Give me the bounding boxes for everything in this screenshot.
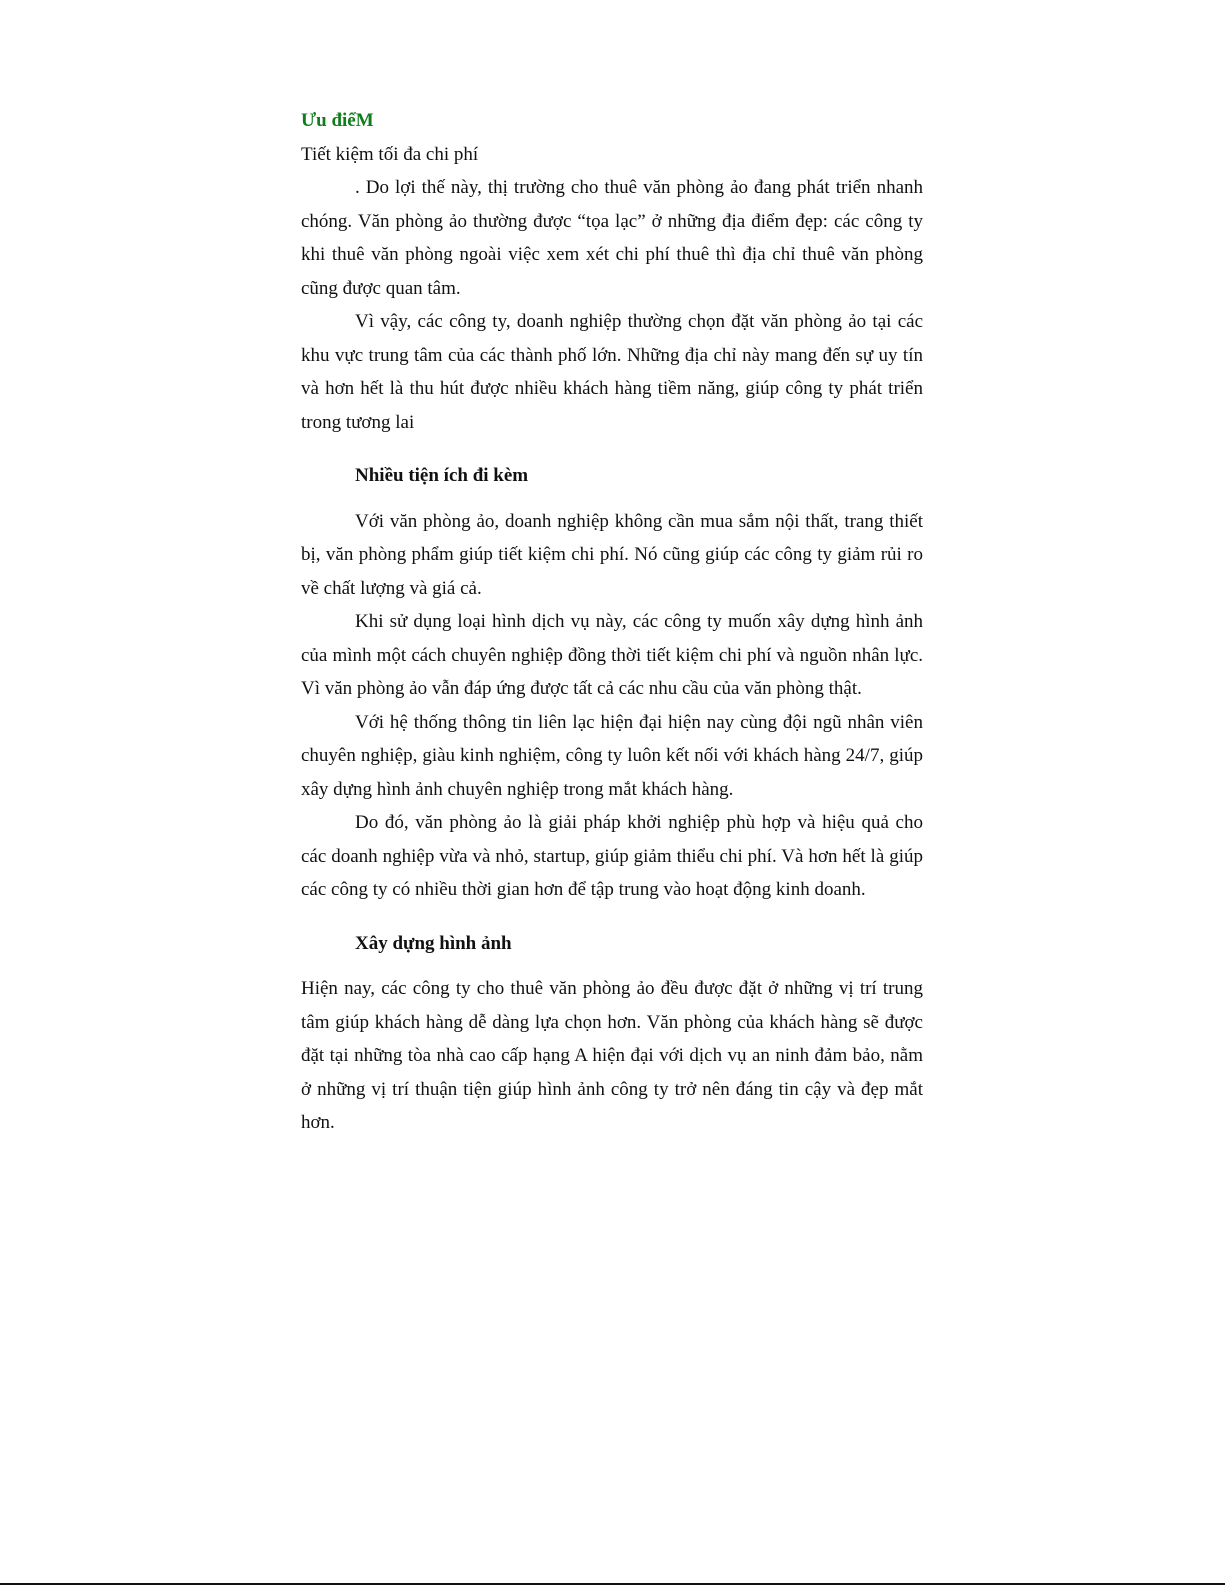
section-title-brand-image: Xây dựng hình ảnh <box>355 932 512 954</box>
paragraph: . Do lợi thế này, thị trường cho thuê văn phòng ảo đang phát triển nhanh chóng. Văn phòng ảo thường được “tọa lạc” ở những địa điểm đẹp: các công ty khi thuê văn phòng ngoài việc xem xét chi phí thuê thì địa chỉ thuê văn phòng cũng được quan tâm. <box>301 177 923 299</box>
section-heading-advantages: Ưu điểM <box>301 110 374 131</box>
paragraph: Với hệ thống thông tin liên lạc hiện đại hiện nay cùng đội ngũ nhân viên chuyên nghiệp, giàu kinh nghiệm, công ty luôn kết nối với khách hàng 24/7, giúp xây dựng hình ảnh chuyên nghiệp trong mắt khách hàng. <box>301 711 923 800</box>
paragraph: Hiện nay, các công ty cho thuê văn phòng ảo đều được đặt ở những vị trí trung tâm giúp khách hàng dễ dàng lựa chọn hơn. Văn phòng của khách hàng sẽ được đặt tại những tòa nhà cao cấp hạng A hiện đại với dịch vụ an ninh đảm bảo, nằm ở những vị trí thuận tiện giúp hình ảnh công ty trở nên đáng tin cậy và đẹp mắt hơn. <box>301 978 923 1133</box>
paragraph: Vì vậy, các công ty, doanh nghiệp thường chọn đặt văn phòng ảo tại các khu vực trung tâm của các thành phố lớn. Những địa chỉ này mang đến sự uy tín và hơn hết là thu hút được nhiều khách hàng tiềm năng, giúp công ty phát triển trong tương lai <box>301 311 923 433</box>
subheading-cost-saving: Tiết kiệm tối đa chi phí <box>301 143 479 165</box>
section-title-amenities: Nhiều tiện ích đi kèm <box>355 465 529 486</box>
paragraph: Do đó, văn phòng ảo là giải pháp khởi nghiệp phù hợp và hiệu quả cho các doanh nghiệp vừa và nhỏ, startup, giúp giảm thiểu chi phí. Và hơn hết là giúp các công ty có nhiều thời gian hơn để tập trung vào hoạt động kinh doanh. <box>301 812 923 900</box>
paragraph: Với văn phòng ảo, doanh nghiệp không cần mua sắm nội thất, trang thiết bị, văn phòng phẩm giúp tiết kiệm chi phí. Nó cũng giúp các công ty giảm rủi ro về chất lượng và giá cả. <box>301 510 923 599</box>
document-body <box>301 104 923 1140</box>
paragraph: Khi sử dụng loại hình dịch vụ này, các công ty muốn xây dựng hình ảnh của mình một cách chuyên nghiệp đồng thời tiết kiệm chi phí và nguồn nhân lực. Vì văn phòng ảo vẫn đáp ứng được tất cả các nhu cầu của văn phòng thật. <box>301 611 923 699</box>
